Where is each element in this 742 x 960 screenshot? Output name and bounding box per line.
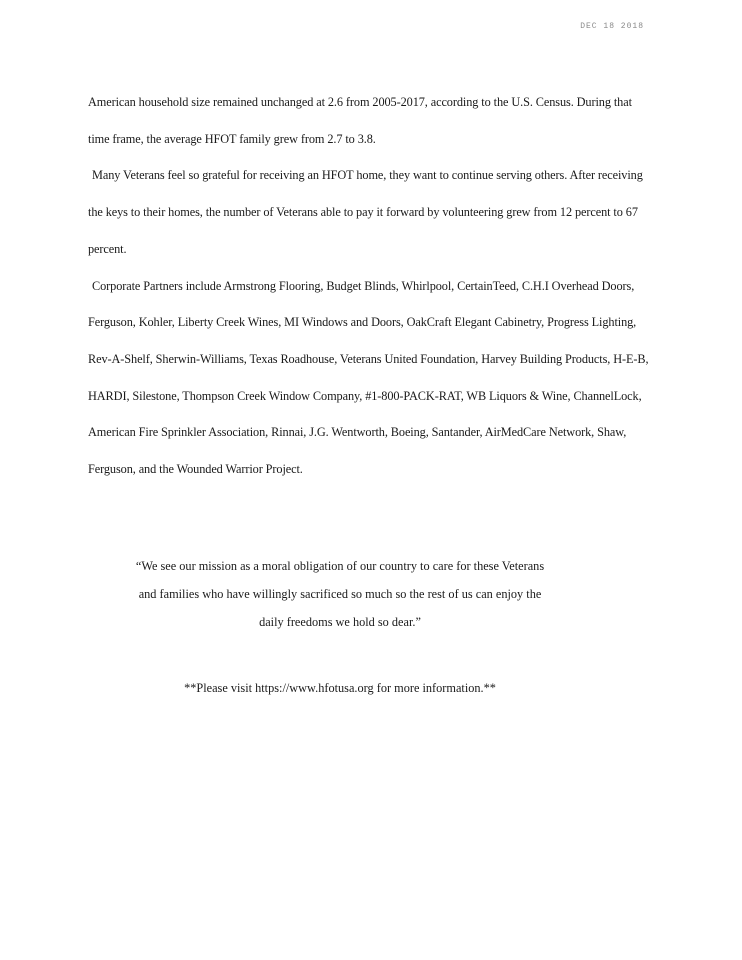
date-stamp: DEC 18 2018 xyxy=(580,22,644,31)
more-info-note: **Please visit https://www.hfotusa.org for more information.** xyxy=(184,681,496,695)
body-text xyxy=(88,84,654,488)
quote-line-1: “We see our mission as a moral obligation of our country to care for these Veterans xyxy=(135,559,545,573)
mission-quote xyxy=(90,552,590,636)
paragraph-veterans-volunteering: Many Veterans feel so grateful for receiving an HFOT home, they want to continue serving others. After receiving the keys to their homes, the number of Veterans able to pay it forward by volunteering grew from 12 percent to 67 percent. xyxy=(88,168,643,256)
quote-line-2: and families who have willingly sacrificed so much so the rest of us can enjoy the xyxy=(138,587,542,601)
paragraph-corporate-partners: Corporate Partners include Armstrong Flooring, Budget Blinds, Whirlpool, CertainTeed, C.H.I Overhead Doors, Ferguson, Kohler, Liberty Creek Wines, MI Windows and Doors, OakCraft Elegant Cabinetry, Progress Lighting, Rev-A-Shelf, Sherwin-Williams, Texas Roadhouse, Veterans United Foundation, Harvey Building Products, H-E-B, HARDI, Silestone, Thompson Creek Window Company, #1-800-PACK-RAT, WB Liquors & Wine, ChannelLock, American Fire Sprinkler Association, Rinnai, J.G. Wentworth, Boeing, Santander, AirMedCare Network, Shaw, Ferguson, and the Wounded Warrior Project. xyxy=(88,278,649,477)
paragraph-household-size: American household size remained unchanged at 2.6 from 2005-2017, according to the U.S. Census. During that time frame, the average HFOT family grew from 2.7 to 3.8. xyxy=(88,95,632,146)
quote-line-3: daily freedoms we hold so dear.” xyxy=(259,615,421,629)
